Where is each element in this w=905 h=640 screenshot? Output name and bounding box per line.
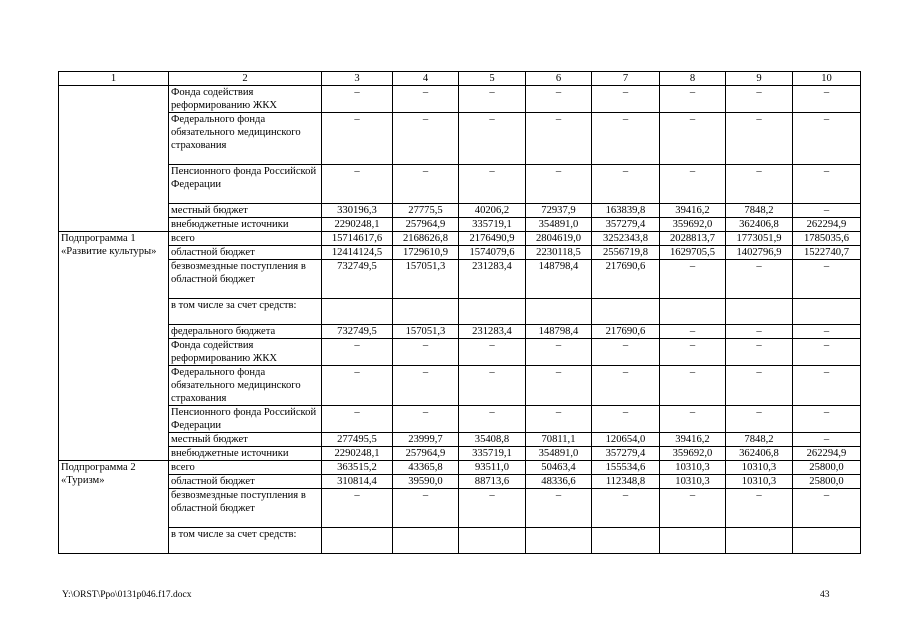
value-cell: 148798,4 xyxy=(526,260,592,299)
value-cell xyxy=(793,299,861,325)
value-cell: – xyxy=(526,165,592,204)
value-cell: 157051,3 xyxy=(393,260,459,299)
value-cell xyxy=(393,299,459,325)
table-row xyxy=(59,447,861,461)
table-row xyxy=(59,489,861,528)
value-cell: – xyxy=(393,406,459,433)
value-cell: – xyxy=(393,86,459,113)
value-cell: 72937,9 xyxy=(526,204,592,218)
value-cell xyxy=(726,299,793,325)
value-cell: 3252343,8 xyxy=(592,232,660,246)
value-cell: 2804619,0 xyxy=(526,232,592,246)
value-cell: – xyxy=(526,489,592,528)
value-cell: – xyxy=(726,165,793,204)
value-cell: 231283,4 xyxy=(459,325,526,339)
value-cell: 1402796,9 xyxy=(726,246,793,260)
value-cell: 2168626,8 xyxy=(393,232,459,246)
value-cell: – xyxy=(592,165,660,204)
value-cell: 335719,1 xyxy=(459,218,526,232)
value-cell: – xyxy=(592,113,660,165)
funding-source-cell: федерального бюджета xyxy=(169,325,322,339)
value-cell: – xyxy=(459,113,526,165)
table-row xyxy=(59,246,861,260)
value-cell: 1785035,6 xyxy=(793,232,861,246)
value-cell: – xyxy=(793,260,861,299)
value-cell: 217690,6 xyxy=(592,325,660,339)
value-cell: 35408,8 xyxy=(459,433,526,447)
column-number: 2 xyxy=(169,72,322,86)
table-row xyxy=(59,86,861,113)
value-cell: – xyxy=(793,86,861,113)
value-cell: 262294,9 xyxy=(793,447,861,461)
value-cell: – xyxy=(592,406,660,433)
value-cell: 155534,6 xyxy=(592,461,660,475)
value-cell: – xyxy=(793,325,861,339)
value-cell: 15714617,6 xyxy=(322,232,393,246)
value-cell: 1773051,9 xyxy=(726,232,793,246)
value-cell: – xyxy=(526,339,592,366)
value-cell: – xyxy=(660,165,726,204)
value-cell xyxy=(459,299,526,325)
funding-source-cell: внебюджетные источники xyxy=(169,447,322,461)
value-cell: – xyxy=(660,113,726,165)
value-cell: 23999,7 xyxy=(393,433,459,447)
value-cell: 12414124,5 xyxy=(322,246,393,260)
funding-source-cell: безвозмездные поступления в областной бюджет xyxy=(169,260,322,299)
value-cell: 25800,0 xyxy=(793,461,861,475)
value-cell: 2028813,7 xyxy=(660,232,726,246)
value-cell: 354891,0 xyxy=(526,447,592,461)
value-cell: 335719,1 xyxy=(459,447,526,461)
value-cell: – xyxy=(660,86,726,113)
funding-source-cell: Пенсионного фонда Российской Федерации xyxy=(169,165,322,204)
value-cell: 112348,8 xyxy=(592,475,660,489)
table-row xyxy=(59,461,861,475)
funding-source-cell: Фонда содействия реформированию ЖКХ xyxy=(169,339,322,366)
value-cell: 50463,4 xyxy=(526,461,592,475)
value-cell: – xyxy=(526,113,592,165)
column-number: 10 xyxy=(793,72,861,86)
value-cell: 43365,8 xyxy=(393,461,459,475)
value-cell xyxy=(322,528,393,554)
value-cell: – xyxy=(592,489,660,528)
value-cell xyxy=(793,528,861,554)
value-cell: 277495,5 xyxy=(322,433,393,447)
column-number-header-row xyxy=(59,72,861,86)
value-cell: 257964,9 xyxy=(393,218,459,232)
table-row xyxy=(59,339,861,366)
value-cell: – xyxy=(793,113,861,165)
value-cell: 1574079,6 xyxy=(459,246,526,260)
value-cell xyxy=(726,528,793,554)
value-cell xyxy=(526,299,592,325)
value-cell: – xyxy=(726,366,793,406)
value-cell: – xyxy=(592,366,660,406)
value-cell: 357279,4 xyxy=(592,447,660,461)
column-number: 8 xyxy=(660,72,726,86)
value-cell: 120654,0 xyxy=(592,433,660,447)
table-row xyxy=(59,218,861,232)
funding-source-cell: в том числе за счет средств: xyxy=(169,528,322,554)
value-cell xyxy=(660,299,726,325)
table-row xyxy=(59,204,861,218)
value-cell: 231283,4 xyxy=(459,260,526,299)
value-cell: – xyxy=(459,406,526,433)
value-cell: 363515,2 xyxy=(322,461,393,475)
value-cell: 7848,2 xyxy=(726,433,793,447)
funding-source-cell: в том числе за счет средств: xyxy=(169,299,322,325)
table-row xyxy=(59,433,861,447)
value-cell: 39416,2 xyxy=(660,204,726,218)
table-row xyxy=(59,165,861,204)
value-cell: – xyxy=(793,433,861,447)
value-cell xyxy=(592,299,660,325)
footer-file-path: Y:\ORST\Ppo\0131p046.f17.docx xyxy=(62,590,192,600)
value-cell: 93511,0 xyxy=(459,461,526,475)
value-cell: 148798,4 xyxy=(526,325,592,339)
value-cell: 39590,0 xyxy=(393,475,459,489)
table-row xyxy=(59,406,861,433)
value-cell xyxy=(393,528,459,554)
value-cell: – xyxy=(322,406,393,433)
value-cell: – xyxy=(793,489,861,528)
table-row xyxy=(59,260,861,299)
funding-source-cell: Пенсионного фонда Российской Федерации xyxy=(169,406,322,433)
value-cell xyxy=(592,528,660,554)
table-row xyxy=(59,325,861,339)
value-cell: – xyxy=(322,86,393,113)
funding-source-cell: областной бюджет xyxy=(169,475,322,489)
value-cell: 1522740,7 xyxy=(793,246,861,260)
value-cell: – xyxy=(592,339,660,366)
value-cell: – xyxy=(660,339,726,366)
table-row xyxy=(59,528,861,554)
column-number: 4 xyxy=(393,72,459,86)
value-cell: – xyxy=(526,406,592,433)
column-number: 9 xyxy=(726,72,793,86)
funding-source-cell: всего xyxy=(169,461,322,475)
value-cell: – xyxy=(322,113,393,165)
value-cell: – xyxy=(726,339,793,366)
value-cell: 10310,3 xyxy=(726,461,793,475)
value-cell xyxy=(322,299,393,325)
value-cell: – xyxy=(322,489,393,528)
value-cell: – xyxy=(660,366,726,406)
program-name-cell xyxy=(59,86,169,232)
value-cell: – xyxy=(322,165,393,204)
table-row xyxy=(59,232,861,246)
value-cell: 2290248,1 xyxy=(322,218,393,232)
value-cell: 10310,3 xyxy=(660,475,726,489)
funding-source-cell: Фонда содействия реформированию ЖКХ xyxy=(169,86,322,113)
value-cell: – xyxy=(726,489,793,528)
value-cell: – xyxy=(393,366,459,406)
value-cell: 88713,6 xyxy=(459,475,526,489)
value-cell: – xyxy=(726,406,793,433)
value-cell: 2556719,8 xyxy=(592,246,660,260)
funding-source-cell: местный бюджет xyxy=(169,204,322,218)
value-cell: – xyxy=(459,366,526,406)
page-number: 43 xyxy=(820,590,830,600)
value-cell: – xyxy=(660,406,726,433)
funding-source-cell: всего xyxy=(169,232,322,246)
value-cell xyxy=(660,528,726,554)
value-cell: – xyxy=(793,339,861,366)
value-cell: 48336,6 xyxy=(526,475,592,489)
value-cell: 2290248,1 xyxy=(322,447,393,461)
funding-source-cell: внебюджетные источники xyxy=(169,218,322,232)
funding-source-cell: Федерального фонда обязательного медицинского страхования xyxy=(169,366,322,406)
value-cell: 2230118,5 xyxy=(526,246,592,260)
value-cell: – xyxy=(459,165,526,204)
value-cell: 732749,5 xyxy=(322,260,393,299)
value-cell: – xyxy=(660,260,726,299)
value-cell: 732749,5 xyxy=(322,325,393,339)
value-cell: 354891,0 xyxy=(526,218,592,232)
value-cell: – xyxy=(459,339,526,366)
column-number: 5 xyxy=(459,72,526,86)
value-cell xyxy=(526,528,592,554)
value-cell: – xyxy=(660,489,726,528)
value-cell: 359692,0 xyxy=(660,218,726,232)
value-cell: – xyxy=(459,489,526,528)
value-cell: – xyxy=(526,366,592,406)
value-cell: 70811,1 xyxy=(526,433,592,447)
value-cell: 362406,8 xyxy=(726,447,793,461)
value-cell: – xyxy=(793,406,861,433)
value-cell: – xyxy=(459,86,526,113)
funding-source-cell: Федерального фонда обязательного медицинского страхования xyxy=(169,113,322,165)
table-row xyxy=(59,366,861,406)
value-cell: 359692,0 xyxy=(660,447,726,461)
value-cell: 257964,9 xyxy=(393,447,459,461)
value-cell: 163839,8 xyxy=(592,204,660,218)
value-cell: – xyxy=(322,366,393,406)
value-cell: 25800,0 xyxy=(793,475,861,489)
value-cell: – xyxy=(322,339,393,366)
table-row xyxy=(59,299,861,325)
value-cell xyxy=(459,528,526,554)
value-cell: 157051,3 xyxy=(393,325,459,339)
value-cell: – xyxy=(660,325,726,339)
value-cell: – xyxy=(726,325,793,339)
value-cell: 2176490,9 xyxy=(459,232,526,246)
value-cell: 217690,6 xyxy=(592,260,660,299)
table-row xyxy=(59,113,861,165)
value-cell: 10310,3 xyxy=(660,461,726,475)
program-name-cell: Подпрограмма 1 «Развитие культуры» xyxy=(59,232,169,461)
value-cell: 330196,3 xyxy=(322,204,393,218)
value-cell: – xyxy=(393,339,459,366)
value-cell: 1629705,5 xyxy=(660,246,726,260)
column-number: 1 xyxy=(59,72,169,86)
value-cell: 310814,4 xyxy=(322,475,393,489)
value-cell: 7848,2 xyxy=(726,204,793,218)
value-cell: – xyxy=(393,113,459,165)
value-cell: – xyxy=(592,86,660,113)
value-cell: – xyxy=(726,113,793,165)
value-cell: – xyxy=(793,165,861,204)
value-cell: 1729610,9 xyxy=(393,246,459,260)
value-cell: – xyxy=(393,165,459,204)
funding-source-cell: безвозмездные поступления в областной бюджет xyxy=(169,489,322,528)
value-cell: 357279,4 xyxy=(592,218,660,232)
value-cell: 27775,5 xyxy=(393,204,459,218)
column-number: 3 xyxy=(322,72,393,86)
column-number: 7 xyxy=(592,72,660,86)
value-cell: 10310,3 xyxy=(726,475,793,489)
value-cell: – xyxy=(526,86,592,113)
budget-table xyxy=(58,71,861,554)
program-name-cell: Подпрограмма 2 «Туризм» xyxy=(59,461,169,554)
value-cell: 262294,9 xyxy=(793,218,861,232)
value-cell: 40206,2 xyxy=(459,204,526,218)
table-row xyxy=(59,475,861,489)
value-cell: – xyxy=(793,366,861,406)
funding-source-cell: областной бюджет xyxy=(169,246,322,260)
value-cell: – xyxy=(393,489,459,528)
value-cell: – xyxy=(793,204,861,218)
value-cell: – xyxy=(726,260,793,299)
value-cell: – xyxy=(726,86,793,113)
funding-source-cell: местный бюджет xyxy=(169,433,322,447)
column-number: 6 xyxy=(526,72,592,86)
value-cell: 362406,8 xyxy=(726,218,793,232)
value-cell: 39416,2 xyxy=(660,433,726,447)
